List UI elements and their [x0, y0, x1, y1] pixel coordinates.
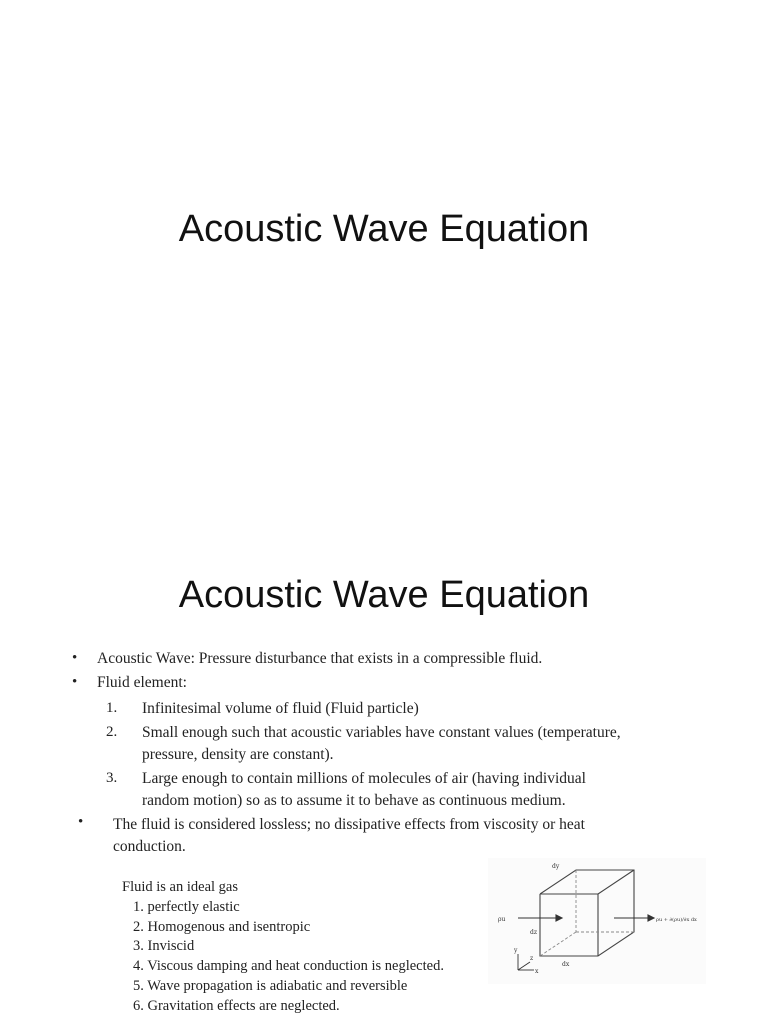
- x-axis-label: x: [535, 968, 539, 975]
- ideal-gas-item: 5. Wave propagation is adiabatic and reversible: [133, 977, 408, 994]
- fluid-element-diagram: [488, 858, 706, 984]
- right-flux-label: ρu + ∂(ρu)/∂x dx: [656, 917, 697, 923]
- bullet-marker: •: [72, 650, 78, 666]
- dx-label: dx: [562, 961, 570, 968]
- list-item-1: Infinitesimal volume of fluid (Fluid particle): [142, 700, 419, 717]
- z-axis-label: z: [530, 955, 534, 962]
- ideal-gas-heading: Fluid is an ideal gas: [122, 879, 238, 895]
- bullet-marker: •: [78, 814, 84, 830]
- list-number: 3.: [106, 770, 118, 786]
- ideal-gas-item: 1. perfectly elastic: [133, 898, 240, 915]
- ideal-gas-item: 3. Inviscid: [133, 938, 195, 955]
- list-item-2: Small enough such that acoustic variables have constant values (temperature, pressure, density are constant).: [142, 724, 621, 763]
- content-slide-heading: Acoustic Wave Equation: [178, 574, 590, 616]
- list-item-3: Large enough to contain millions of molecules of air (having individual random motion) so as to assume it to behave as continuous medium.: [142, 770, 586, 809]
- bullet-acoustic-wave: Acoustic Wave: Pressure disturbance that exists in a compressible fluid.: [97, 650, 543, 667]
- ideal-gas-item: 4. Viscous damping and heat conduction is neglected.: [133, 958, 444, 975]
- dy-label: dy: [552, 863, 560, 870]
- ideal-gas-list: [122, 878, 444, 1017]
- list-number: 2.: [106, 724, 118, 740]
- left-flux-label: ρu: [498, 916, 506, 923]
- bullet-lossless: The fluid is considered lossless; no dissipative effects from viscosity or heat conduction.: [113, 816, 585, 855]
- list-number: 1.: [106, 700, 118, 716]
- dz-label: dz: [530, 929, 538, 936]
- title-slide-heading: Acoustic Wave Equation: [178, 208, 590, 250]
- content-slide: [0, 512, 768, 1024]
- bullet-fluid-element: Fluid element:: [97, 674, 187, 691]
- bullet-marker: •: [72, 674, 78, 690]
- y-axis-label: y: [514, 947, 518, 954]
- ideal-gas-item: 2. Homogenous and isentropic: [133, 918, 311, 935]
- ideal-gas-item: 6. Gravitation effects are neglected.: [133, 997, 340, 1014]
